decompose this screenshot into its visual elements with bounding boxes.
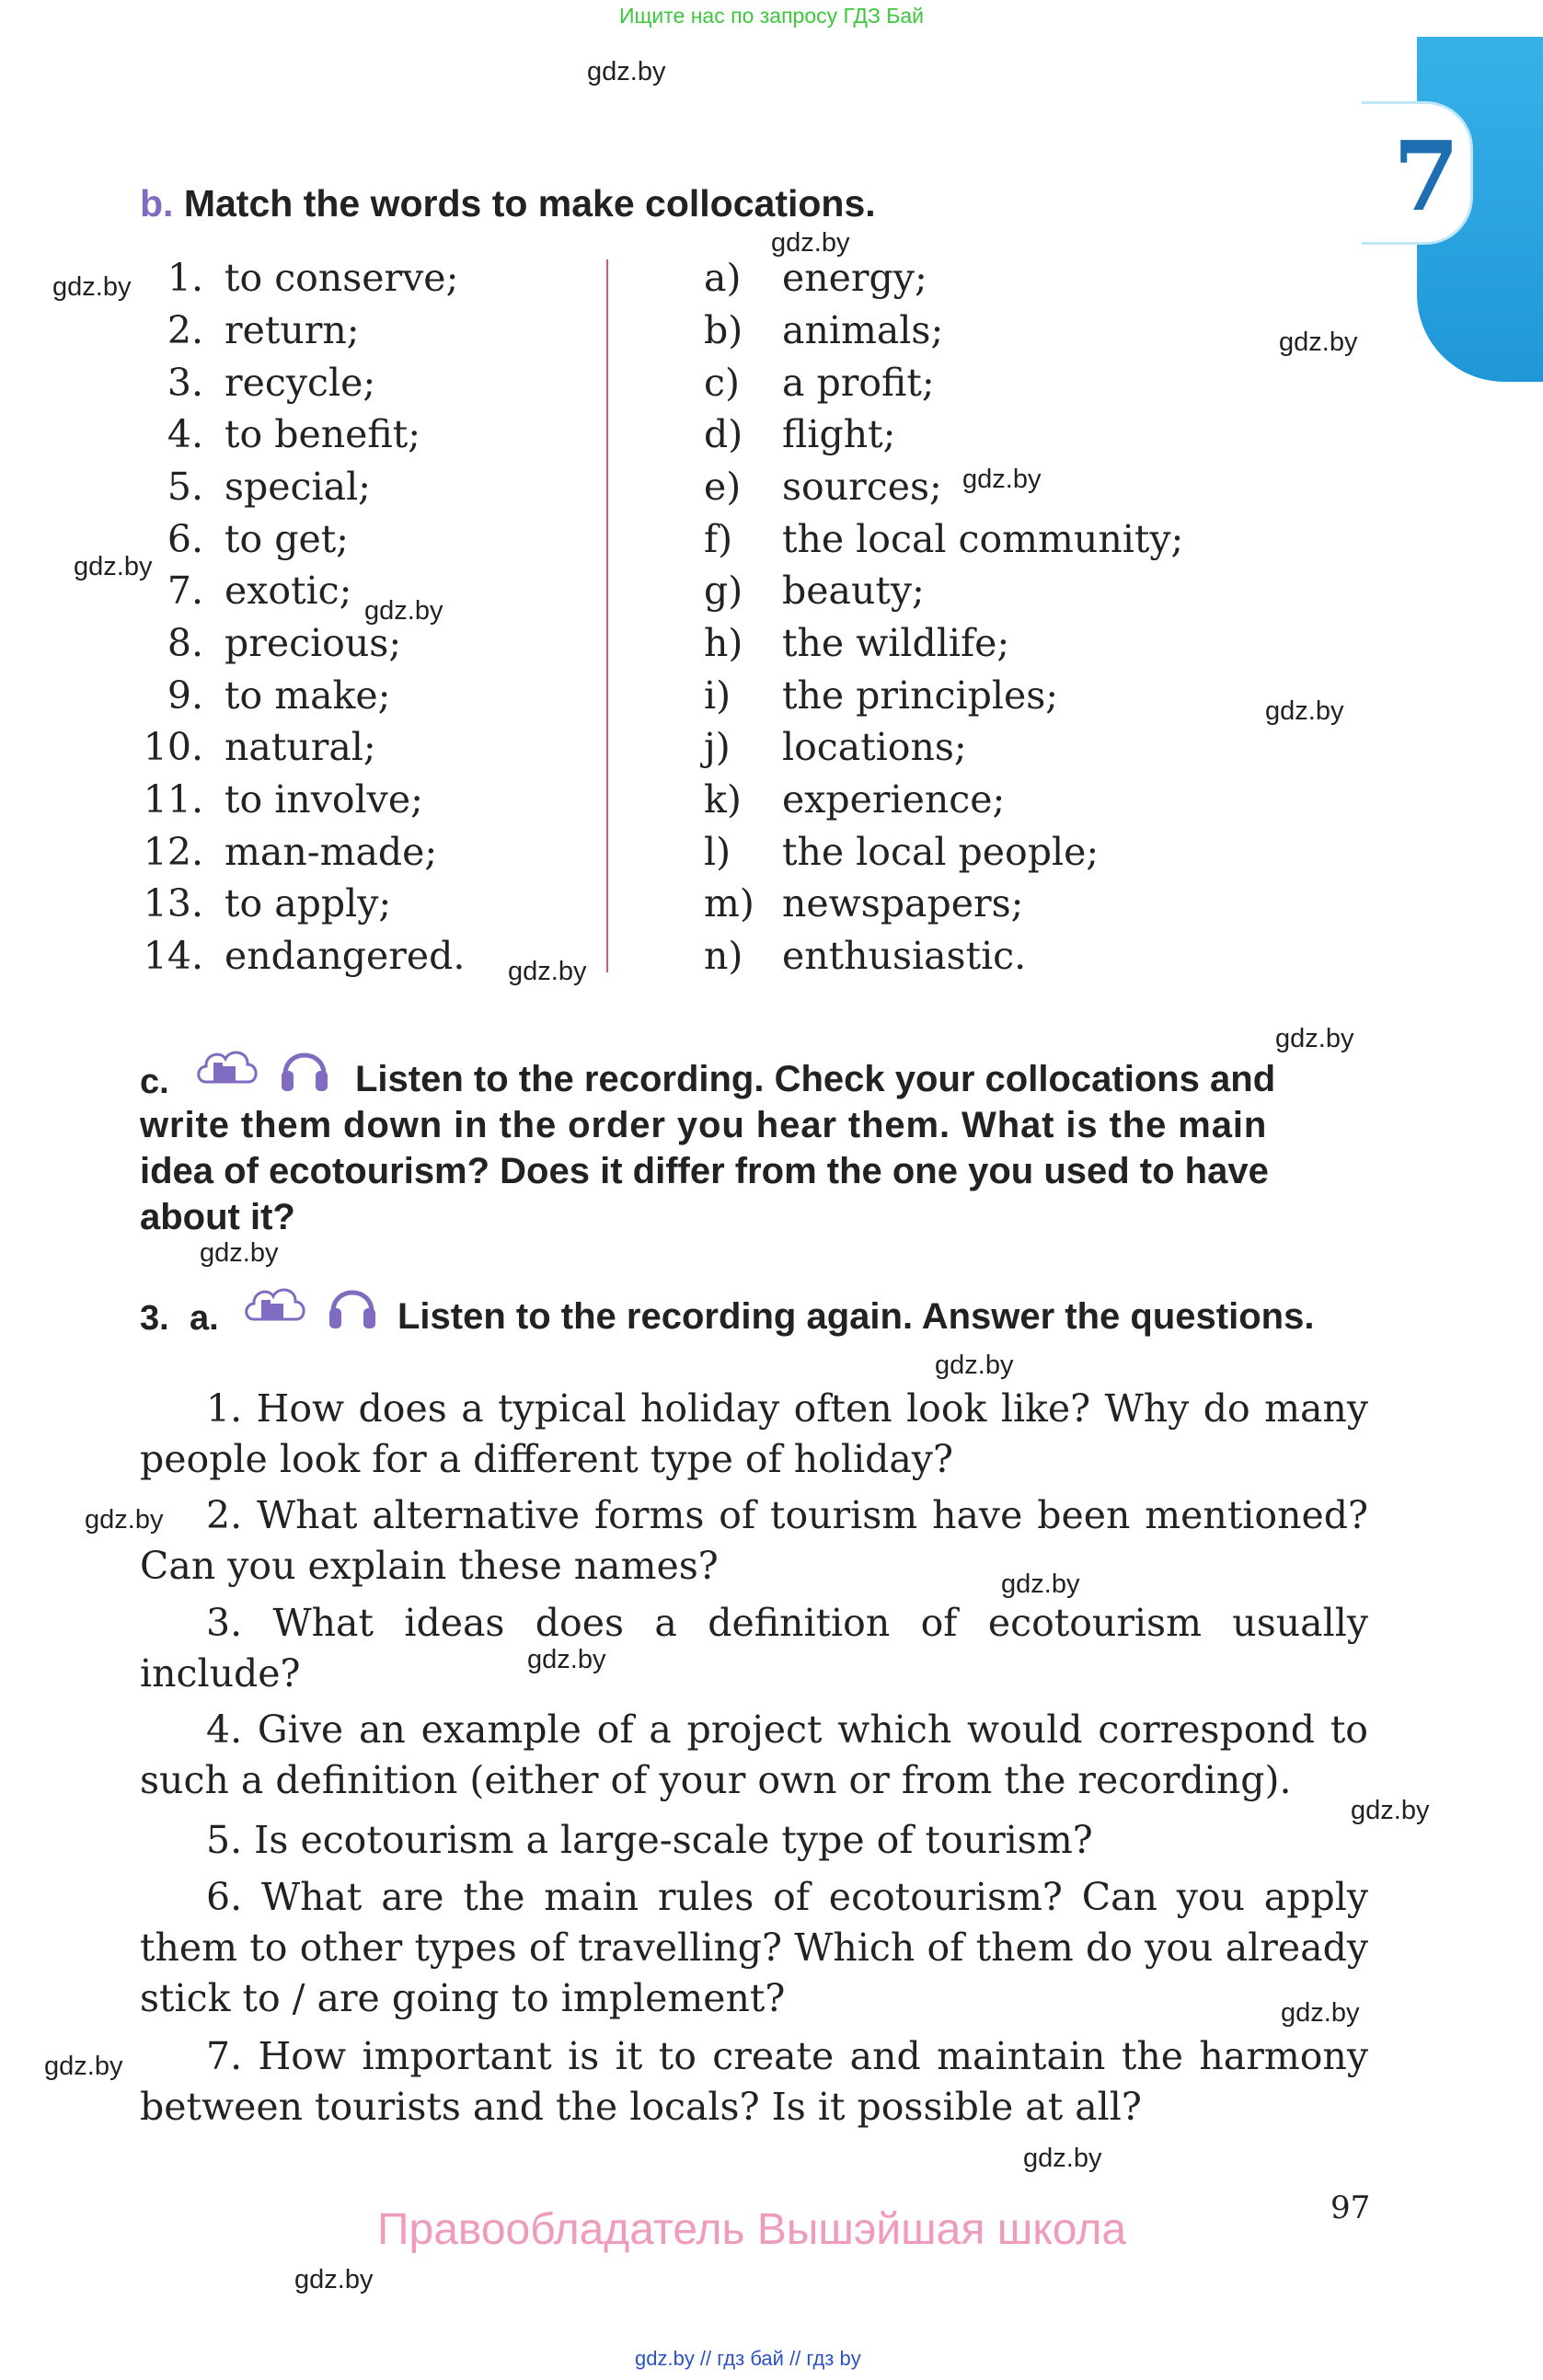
option-letter: i) (704, 673, 731, 718)
option-letter: a) (704, 256, 742, 300)
watermark: gdz.by (74, 552, 153, 581)
watermark: gdz.by (508, 957, 587, 986)
footer-links[interactable]: gdz.by // гдз бай // гдз by (635, 2347, 861, 2370)
option-item: animals; (782, 308, 944, 352)
question-text: What ideas does a definition of ecotourism usually include? (140, 1601, 1368, 1696)
option-item: energy; (782, 256, 927, 300)
question (140, 1705, 1368, 1806)
headphones-icon[interactable] (278, 1040, 331, 1097)
question-number: 2. (206, 1493, 243, 1537)
option-item: the principles; (782, 673, 1059, 718)
question-text: How does a typical holiday often look like? Why do many people look for a different type of holiday? (140, 1386, 1368, 1481)
list-number: 13. (143, 881, 203, 926)
option-item: the local people; (782, 830, 1100, 874)
question-number: 5. (206, 1818, 243, 1862)
task-letter: b. (140, 182, 174, 224)
option-letter: e) (704, 465, 742, 509)
task-c-line3: idea of ecotourism? Does it differ from the one you used to have (140, 1151, 1269, 1191)
watermark: gdz.by (52, 272, 132, 302)
watermark: gdz.by (1351, 1796, 1430, 1825)
chapter-number: 7 (1393, 120, 1460, 233)
list-number: 8. (167, 621, 203, 665)
question (140, 1872, 1368, 2024)
question-text: What are the main rules of ecotourism? Can you apply them to other types of travelling? Which of them do you already stick to / are going to implement? (140, 1875, 1368, 2020)
list-item: recycle; (225, 361, 376, 405)
option-letter: m) (704, 881, 754, 926)
task-letter: a. (190, 1299, 219, 1338)
list-number: 4. (167, 412, 203, 456)
option-letter: k) (704, 777, 742, 822)
option-letter: b) (704, 308, 743, 352)
option-letter: n) (704, 934, 743, 978)
task-c-line1: Listen to the recording. Check your collocations and (355, 1059, 1276, 1099)
list-number: 3. (167, 361, 203, 405)
watermark: gdz.by (587, 57, 666, 86)
page-number: 97 (1330, 2190, 1371, 2226)
list-item: to benefit; (225, 412, 421, 456)
watermark: gdz.by (771, 228, 850, 258)
question-number: 6. (206, 1875, 243, 1919)
top-banner[interactable]: Ищите нас по запросу ГДЗ Бай (618, 4, 925, 28)
watermark: gdz.by (294, 2265, 374, 2294)
list-item: precious; (225, 621, 402, 665)
list-item: exotic; (225, 569, 352, 613)
question-text: How important is it to create and maintain the harmony between tourists and the locals? Is it possible at all? (140, 2034, 1368, 2129)
option-item: locations; (782, 725, 967, 769)
list-number: 9. (167, 673, 203, 718)
question-text: What alternative forms of tourism have been mentioned? Can you explain these names? (140, 1493, 1368, 1588)
headphones-icon[interactable] (326, 1277, 379, 1334)
cloud-folder-icon[interactable] (241, 1279, 309, 1332)
list-item: natural; (225, 725, 376, 769)
question-number: 1. (206, 1386, 243, 1431)
list-number: 6. (167, 517, 203, 561)
question (140, 1384, 1368, 1485)
option-letter: h) (704, 621, 743, 665)
list-item: special; (225, 465, 371, 509)
task-b-heading (140, 182, 876, 225)
watermark: gdz.by (1265, 696, 1344, 726)
question (140, 1815, 1368, 1866)
question (140, 1490, 1368, 1592)
option-letter: c) (704, 361, 740, 405)
watermark: gdz.by (44, 2052, 123, 2081)
option-item: the local community; (782, 517, 1184, 561)
task-letter: c. (140, 1063, 169, 1101)
option-letter: g) (704, 569, 743, 613)
option-letter: f) (704, 517, 733, 561)
task-c-line2: write them down in the order you hear them. What is the main (140, 1105, 1268, 1145)
question-text: Is ecotourism a large-scale type of tourism? (254, 1818, 1093, 1862)
option-item: the wildlife; (782, 621, 1010, 665)
option-item: flight; (782, 412, 896, 456)
list-number: 14. (143, 934, 203, 978)
option-letter: j) (704, 725, 731, 769)
watermark: gdz.by (364, 596, 443, 626)
option-item: a profit; (782, 361, 935, 405)
question-number: 4. (206, 1707, 243, 1752)
list-item: to apply; (225, 881, 392, 926)
watermark: gdz.by (1281, 1998, 1360, 2028)
watermark: gdz.by (962, 465, 1042, 494)
option-item: sources; (782, 465, 942, 509)
list-item: to conserve; (225, 256, 459, 300)
question-number: 7. (206, 2034, 243, 2078)
column-divider (606, 259, 608, 972)
cloud-folder-icon[interactable] (193, 1041, 261, 1095)
watermark: gdz.by (1275, 1024, 1354, 1053)
watermark: gdz.by (1023, 2144, 1102, 2173)
task-number: 3. (140, 1299, 169, 1338)
option-letter: l) (704, 830, 731, 874)
list-item: to get; (225, 517, 349, 561)
watermark: gdz.by (1001, 1569, 1080, 1599)
list-number: 7. (167, 569, 203, 613)
list-number: 2. (167, 308, 203, 352)
question (140, 2031, 1368, 2133)
list-number: 11. (143, 777, 203, 822)
watermark: gdz.by (935, 1351, 1014, 1380)
watermark: gdz.by (527, 1645, 606, 1674)
list-item: man-made; (225, 830, 438, 874)
option-item: beauty; (782, 569, 925, 613)
rights-holder: Правообладатель Вышэйшая школа (377, 2205, 1127, 2254)
watermark: gdz.by (200, 1238, 279, 1268)
question-number: 3. (206, 1601, 243, 1645)
watermark: gdz.by (1279, 328, 1358, 357)
option-item: newspapers; (782, 881, 1024, 926)
list-item: endangered. (225, 934, 466, 978)
option-letter: d) (704, 412, 743, 456)
list-number: 12. (143, 830, 203, 874)
question (140, 1598, 1368, 1699)
option-item: enthusiastic. (782, 934, 1027, 978)
question-text: Give an example of a project which would correspond to such a definition (either of your own or from the recording). (140, 1707, 1368, 1802)
watermark: gdz.by (85, 1505, 164, 1535)
list-item: return; (225, 308, 360, 352)
list-item: to involve; (225, 777, 423, 822)
task-c-line4: about it? (140, 1197, 295, 1237)
list-number: 1. (167, 256, 203, 300)
list-number: 5. (167, 465, 203, 509)
list-number: 10. (143, 725, 203, 769)
task-instruction: Match the words to make collocations. (183, 182, 876, 224)
option-item: experience; (782, 777, 1006, 822)
task-3a-instruction: Listen to the recording again. Answer the questions. (397, 1296, 1315, 1337)
list-item: to make; (225, 673, 391, 718)
